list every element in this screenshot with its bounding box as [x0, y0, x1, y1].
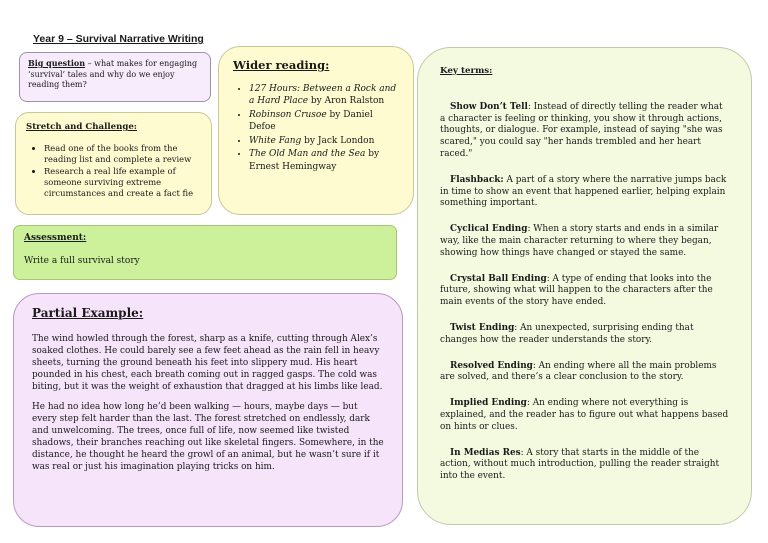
term-definition: : Instead of directly telling the reader what a character is feeling or thinking, you show it through actions, thoughts, or dialogue. For example, instead of saying "she was scared," you could say "her hands trembled and her heart raced.": [440, 101, 723, 159]
big-question-box: [19, 52, 211, 102]
term-definition: : A type of ending that looks into the future, showing what will happen to the characters after the main events of the story have ended.: [440, 273, 713, 308]
wider-reading-heading: Wider reading:: [233, 58, 330, 72]
key-terms-heading: Key terms:: [440, 66, 493, 76]
book-item: [249, 148, 401, 173]
key-term: [440, 102, 729, 161]
key-term: [440, 323, 729, 347]
stretch-item: • Read one of the books from the reading list and complete a review: [44, 143, 201, 165]
book-title: Robinson Crusoe: [249, 109, 327, 120]
book-title: The Old Man and the Sea: [249, 149, 366, 159]
term-name: In Medias Res: [450, 447, 521, 458]
page-title: Year 9 – Survival Narrative Writing: [33, 33, 204, 45]
book-author: by Jack London: [301, 135, 375, 146]
partial-example-box: [13, 293, 403, 527]
example-paragraph: The wind howled through the forest, sharp as a knife, cutting through Alex’s soaked clothes. He could barely see a few feet ahead as the rain fell in heavy sheets, turning the ground beneath his feet into slippery mud. His heart pounded in his chest, each breath coming out in ragged gasps. The cold was biting, but it was the weight of exhaustion that dragged at his limbs like lead.: [32, 333, 383, 392]
term-definition: A part of a story where the narrative jumps back in time to show an event that happened earlier, helping explain something important.: [440, 174, 727, 209]
assessment-heading: Assessment:: [24, 233, 87, 243]
key-term: [440, 361, 729, 385]
assessment-text: Write a full survival story: [24, 256, 140, 266]
assessment-box: [13, 225, 397, 280]
term-name: Cyclical Ending: [450, 224, 528, 235]
book-author: by Ernest Hemingway: [249, 149, 380, 172]
big-question-text: – what makes for engaging ‘survival’ tales and why do we enjoy reading them?: [28, 59, 198, 89]
key-term: [440, 274, 729, 309]
key-term: [440, 398, 729, 433]
term-name: Implied Ending: [450, 398, 527, 409]
term-definition: : When a story starts and ends in a similar way, like the main character returning to where they began, showing how things have changed or stayed the same.: [440, 224, 719, 258]
partial-example-heading: Partial Example:: [32, 306, 144, 320]
term-name: Twist Ending: [450, 322, 515, 333]
book-list: [233, 83, 401, 174]
stretch-challenge-box: [15, 112, 212, 215]
key-term: [440, 448, 729, 483]
term-definition: : An ending where all the main problems are solved, and there’s a clear conclusion to the story.: [440, 360, 717, 383]
term-definition: : An unexpected, surprising ending that changes how the reader understands the story.: [440, 322, 694, 345]
book-item: [249, 135, 401, 148]
book-author: by Aron Ralston: [308, 96, 385, 106]
stretch-list: [26, 143, 201, 199]
term-definition: : An ending where not everything is explained, and the reader has to figure out what happens based on hints or clues.: [440, 398, 729, 432]
stretch-item: • Research a real life example of someone surviving extreme circumstances and create a fact fie: [44, 166, 201, 199]
example-paragraph: He had no idea how long he’d been walking — hours, maybe days — but every step felt harder than the last. The forest stretched on endlessly, dark and unwelcoming. The trees, once full of life, now seemed like twisted shadows, their branches reaching out like skeletal fingers. Somewhere, in the distance, he thought he heard the growl of an animal, but he wasn’t sure if it was real or just his imagination playing tricks on him.: [32, 402, 384, 472]
term-name: Crystal Ball Ending: [450, 273, 547, 284]
term-name: Resolved Ending: [450, 360, 533, 371]
stretch-heading: Stretch and Challenge:: [26, 122, 137, 132]
book-title: White Fang: [249, 135, 302, 146]
big-question-label: Big question: [28, 58, 86, 68]
term-name: Flashback:: [450, 174, 504, 185]
wider-reading-box: [218, 46, 414, 215]
term-name: Show Don’t Tell: [450, 101, 528, 112]
key-term: [440, 224, 729, 259]
book-item: [249, 109, 401, 134]
key-terms-box: [417, 47, 752, 525]
term-definition: : A story that starts in the middle of the action, without much introduction, pulling the reader straight into the event.: [440, 447, 720, 482]
key-term: [440, 175, 729, 210]
book-title: 127 Hours: Between a Rock and a Hard Place: [249, 83, 397, 106]
book-author: by Daniel Defoe: [249, 109, 373, 132]
book-item: [249, 83, 401, 108]
